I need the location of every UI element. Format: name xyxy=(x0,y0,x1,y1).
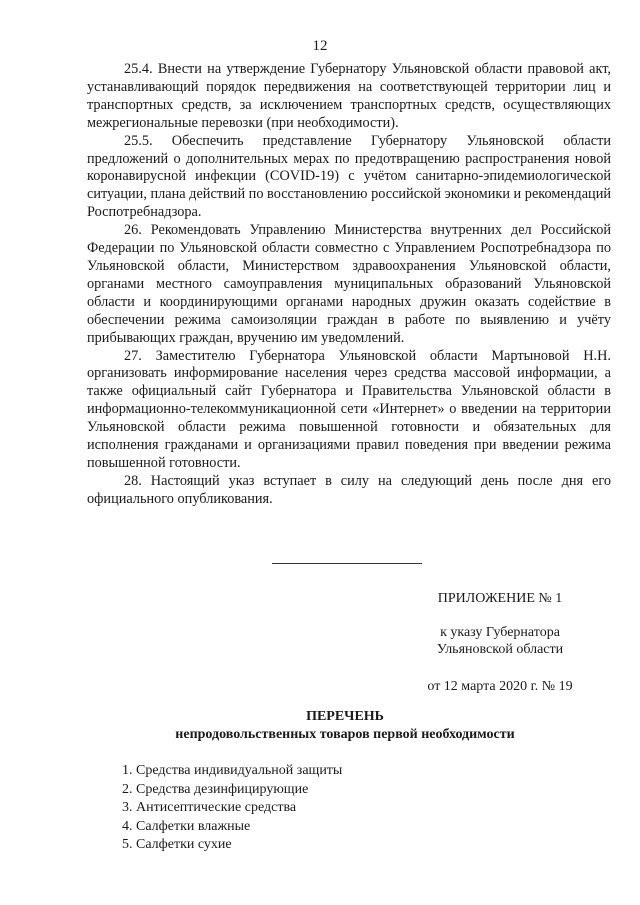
decree-body xyxy=(87,61,611,509)
list-item: 3. Антисептические средства xyxy=(122,800,297,815)
list-item: 5. Салфетки сухие xyxy=(122,837,232,852)
paragraph-25-5: 25.5. Обеспечить представление Губернатору Ульяновской области предложений о дополнительных мерах по предотвращению распространения новой коронавирусной инфекции (COVID-19) с учётом санитарно-эпидемиологической ситуации, плана действий по восстановлению российской экономики и рекомендаций Роспотребнадзора. xyxy=(87,132,611,221)
list-heading-block xyxy=(0,708,640,744)
appendix-reference-line-1: к указу Губернатора xyxy=(440,624,560,640)
page-number: 12 xyxy=(312,38,328,54)
goods-list xyxy=(122,762,342,855)
list-item: 2. Средства дезинфицирующие xyxy=(122,781,309,797)
appendix-header xyxy=(400,590,600,695)
list-item: 4. Салфетки влажные xyxy=(122,818,251,834)
list-item: 1. Средства индивидуальной защиты xyxy=(122,763,343,778)
paragraph-25-4: 25.4. Внести на утверждение Губернатору Ульяновской области правовой акт, устанавливающий порядок передвижения на соответствующей территории лиц и транспортных средств, за исключением транспортных средств, осуществляющих межрегиональные перевозки (при необходимости). xyxy=(87,61,611,131)
section-divider xyxy=(272,563,422,564)
list-subheading: непродовольственных товаров первой необходимости xyxy=(175,727,515,742)
paragraph-26: 26. Рекомендовать Управлению Министерства внутренних дел Российской Федерации по Ульяновской области совместно с Управлением Роспотребнадзора по Ульяновской области, Министерством здравоохранения Ульяновской области, органами местного самоуправления муниципальных образований Ульяновской области и координирующими органами народных дружин оказать содействие в обеспечении режима самоизоляции граждан в работе по выявлению и учёту прибывающих граждан, вручению им уведомлений. xyxy=(87,222,611,346)
paragraph-27: 27. Заместителю Губернатора Ульяновской области Мартыновой Н.Н. организовать информирование населения через средства массовой информации, а также официальный сайт Губернатора и Правительства Ульяновской области в информационно-телекоммуникационной сети «Интернет» о введении на территории Ульяновской области режима повышенной готовности и обязательных для исполнения гражданами и организациями правил поведения при введении режима повышенной готовности. xyxy=(87,347,611,471)
appendix-date: от 12 марта 2020 г. № 19 xyxy=(427,678,573,694)
list-heading: ПЕРЕЧЕНЬ xyxy=(306,709,384,724)
appendix-reference-line-2: Ульяновской области xyxy=(436,642,564,657)
appendix-title: ПРИЛОЖЕНИЕ № 1 xyxy=(437,591,563,606)
paragraph-28: 28. Настоящий указ вступает в силу на следующий день после дня его официального опубликования. xyxy=(87,472,611,507)
